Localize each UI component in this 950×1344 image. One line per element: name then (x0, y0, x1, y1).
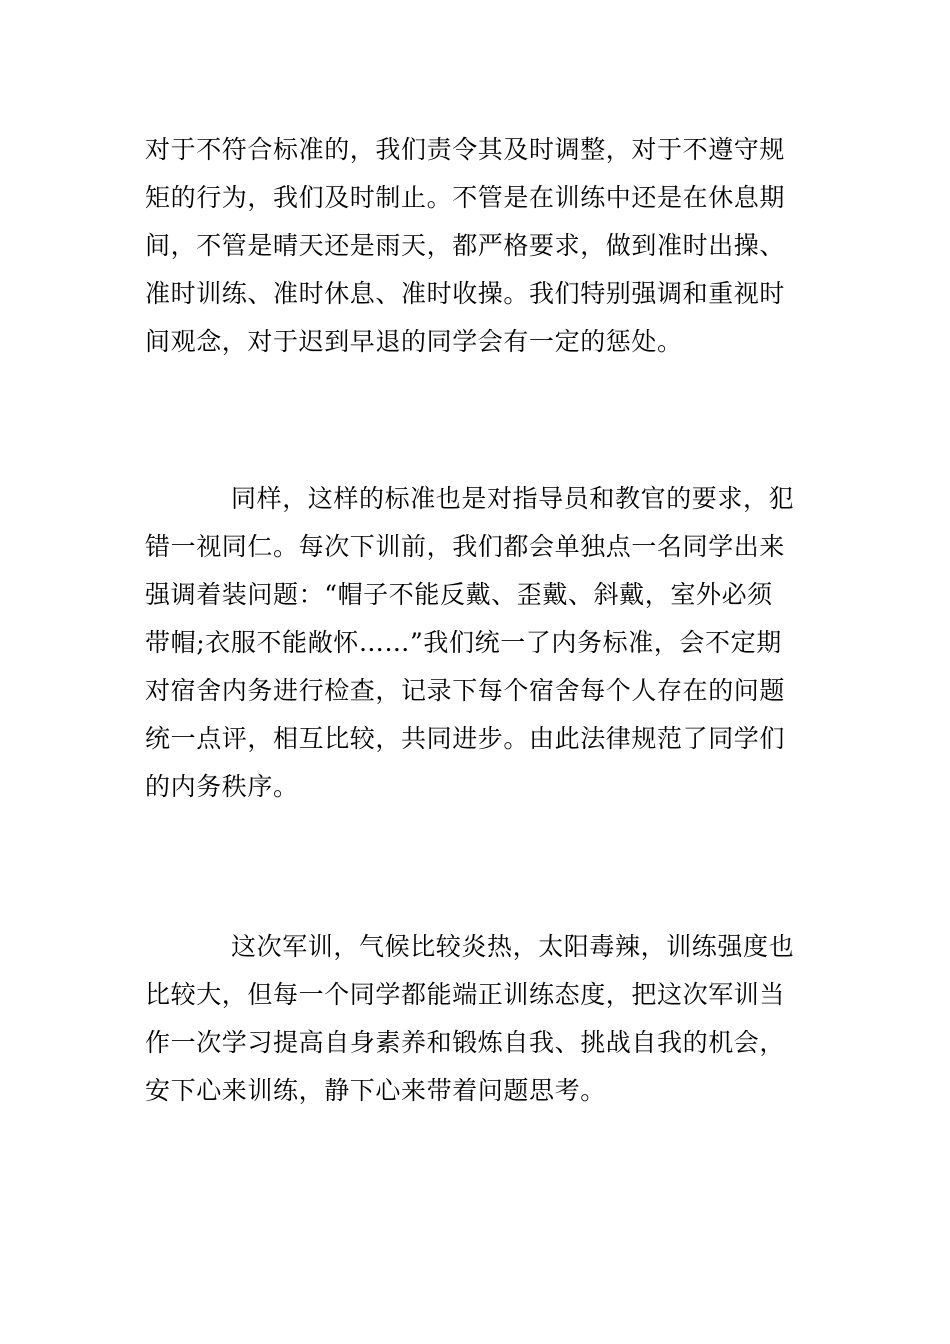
paragraph-1 (145, 126, 810, 366)
paragraph-line: 错一视同仁。每次下训前，我们都会单独点一名同学出来 (145, 532, 786, 561)
paragraph-3 (145, 923, 810, 1115)
paragraph-line: 作一次学习提高自身素养和锻炼自我、挑战自我的机会， (145, 1028, 786, 1057)
paragraph-line: 准时训练、准时休息、准时收操。我们特别强调和重视时 (145, 279, 786, 308)
paragraph-line: 这次军训，气候比较炎热，太阳毒辣，训练强度也 (231, 932, 795, 961)
paragraph-2 (145, 475, 810, 811)
paragraph-line: 对宿舍内务进行检查，记录下每个宿舍每个人存在的问题 (145, 676, 786, 705)
paragraph-line: 对于不符合标准的，我们责令其及时调整，对于不遵守规 (145, 135, 786, 164)
paragraph-line: 安下心来训练，静下心来带着问题思考。 (145, 1076, 606, 1105)
paragraph-line: 间，不管是晴天还是雨天，都严格要求，做到准时出操、 (145, 231, 786, 260)
paragraph-line: 强调着装问题：“帽子不能反戴、歪戴、斜戴，室外必须 (145, 580, 773, 609)
paragraph-line: 矩的行为，我们及时制止。不管是在训练中还是在休息期 (145, 183, 786, 212)
paragraph-line: 间观念，对于迟到早退的同学会有一定的惩处。 (145, 327, 683, 356)
paragraph-line: 带帽;衣服不能敞怀……”我们统一了内务标准，会不定期 (145, 628, 782, 657)
paragraph-line: 同样，这样的标准也是对指导员和教官的要求，犯 (231, 484, 795, 513)
paragraph-line: 统一点评，相互比较，共同进步。由此法律规范了同学们 (145, 724, 786, 753)
paragraph-line: 的内务秩序。 (145, 772, 299, 801)
paragraph-line: 比较大，但每一个同学都能端正训练态度，把这次军训当 (145, 980, 786, 1009)
